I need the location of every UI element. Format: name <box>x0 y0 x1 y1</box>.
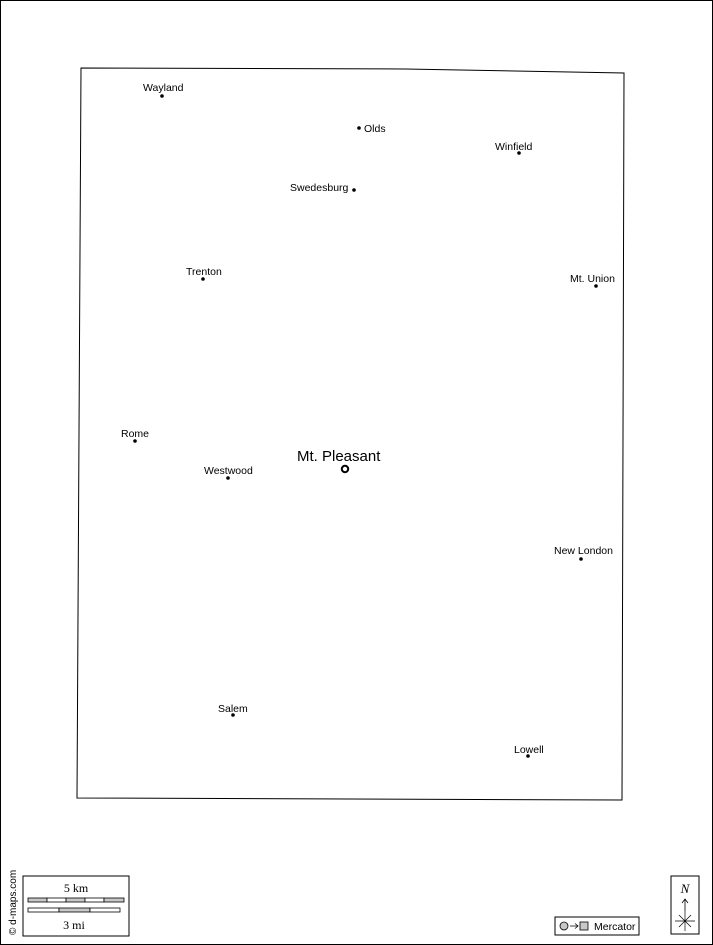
town-rome[interactable] <box>121 428 149 443</box>
town-mt-pleasant[interactable] <box>297 448 381 472</box>
projection-box <box>555 917 639 935</box>
town-label: Swedesburg <box>290 182 349 194</box>
town-label: Lowell <box>514 744 544 756</box>
town-label: Winfield <box>495 141 533 153</box>
town-winfield[interactable] <box>495 141 533 155</box>
north-label: N <box>680 881 690 896</box>
globe-icon <box>560 922 568 930</box>
scale-km-label: 5 km <box>63 881 89 895</box>
town-swedesburg[interactable] <box>290 182 356 194</box>
scale-bar <box>23 876 129 936</box>
town-marker <box>357 126 361 130</box>
town-label: Mt. Union <box>570 273 615 285</box>
square-map-icon <box>580 922 588 930</box>
projection-label: Mercator <box>594 921 636 933</box>
county-seat-label: Mt. Pleasant <box>297 448 381 465</box>
town-label: Rome <box>121 428 150 440</box>
town-mt-union[interactable] <box>570 273 615 288</box>
town-label: Olds <box>364 123 386 135</box>
town-marker <box>352 188 356 192</box>
town-label: New London <box>554 545 613 557</box>
town-wayland[interactable] <box>143 82 184 98</box>
town-marker <box>579 557 583 561</box>
town-westwood[interactable] <box>204 465 253 480</box>
town-new-london[interactable] <box>554 545 613 561</box>
town-olds[interactable] <box>357 123 385 135</box>
scale-mi-label: 3 mi <box>63 918 85 932</box>
town-trenton[interactable] <box>186 266 222 281</box>
compass <box>671 876 699 934</box>
town-salem[interactable] <box>218 703 248 717</box>
scale-km-bar <box>28 898 124 902</box>
county-seat-marker <box>342 466 348 472</box>
town-label: Trenton <box>186 266 222 278</box>
town-label: Salem <box>218 703 248 715</box>
county-boundary <box>77 68 624 800</box>
town-marker <box>160 94 164 98</box>
town-label: Wayland <box>143 82 184 94</box>
credit-text: © d-maps.com <box>8 869 19 935</box>
town-label: Westwood <box>204 465 253 477</box>
town-lowell[interactable] <box>514 744 544 758</box>
scale-mi-bar <box>28 908 120 912</box>
